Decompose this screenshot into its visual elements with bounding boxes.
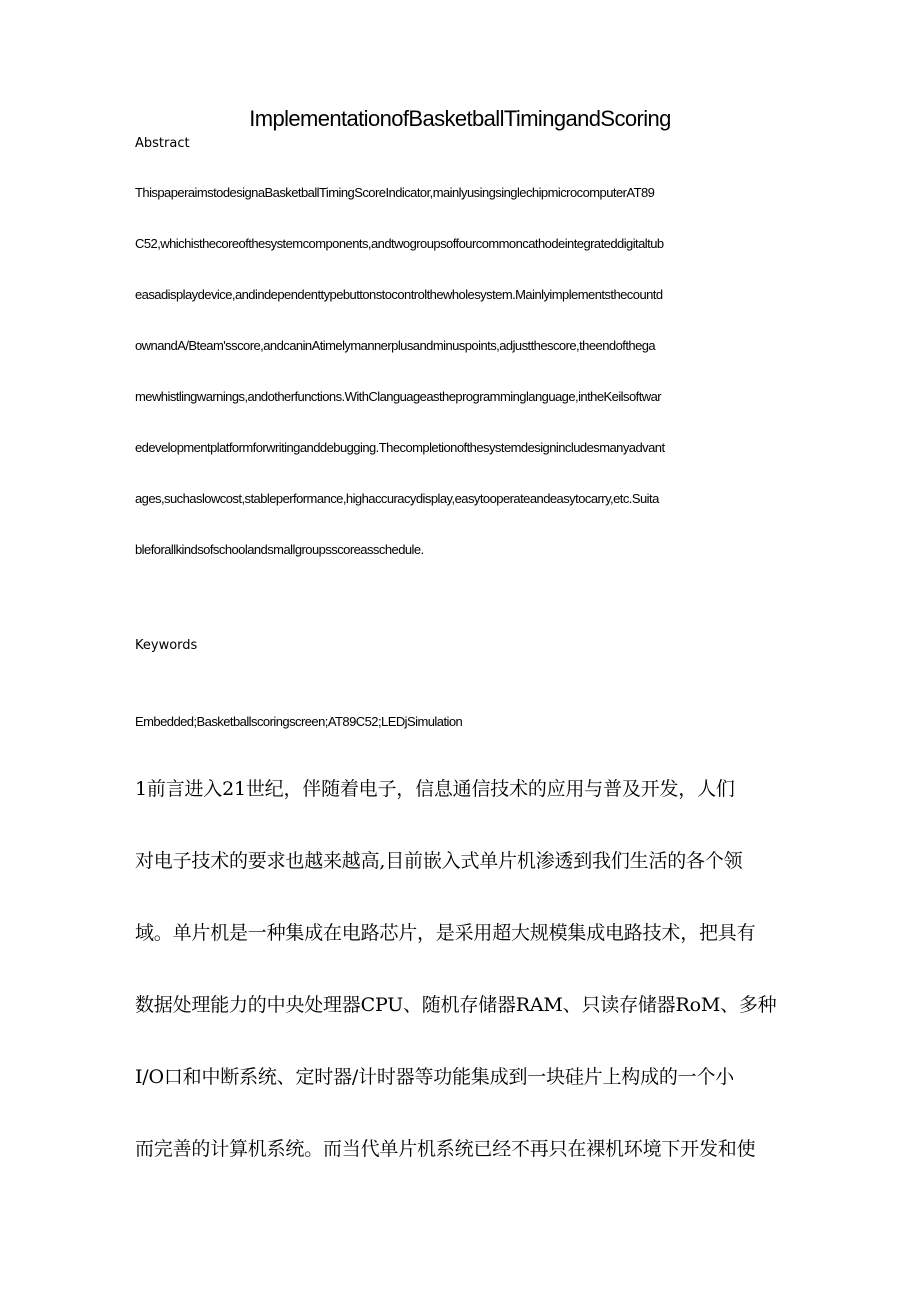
abstract-line: bleforallkindsofschoolandsmallgroupsscoreasschedule. — [135, 542, 424, 557]
body-line: 1前言进入21世纪，伴随着电子，信息通信技术的应用与普及开发，人们 — [135, 778, 735, 800]
abstract-line: ages,suchaslowcost,stableperformance,highaccuracydisplay,easytooperateandeasytocarry,etc.Suita — [135, 491, 659, 506]
body-line: I/O口和中断系统、定时器/计时器等功能集成到一块硅片上构成的一个小 — [135, 1066, 735, 1088]
abstract-heading: Abstract — [135, 136, 190, 151]
abstract-line: mewhistlingwarnings,andotherfunctions.WithClanguageastheprogramminglanguage,intheKeilsoftwar — [135, 389, 662, 404]
body-line: 域。单片机是一种集成在电路芯片，是采用超大规模集成电路技术，把具有 — [135, 922, 756, 944]
keywords-text: Embedded;Basketballscoringscreen;AT89C52;LEDjSimulation — [135, 714, 463, 729]
abstract-line: ownandA/Bteam'sscore,andcaninAtimelymannerplusandminuspoints,adjustthescore,theendofthega — [135, 338, 656, 353]
document-title: ImplementationofBasketballTimingandScoring — [249, 106, 671, 131]
body-line: 数据处理能力的中央处理器CPU、随机存储器RAM、只读存储器RoM、多种 — [135, 994, 777, 1016]
body-line: 对电子技术的要求也越来越高,目前嵌入式单片机渗透到我们生活的各个领 — [135, 850, 743, 872]
abstract-line: edevelopmentplatformforwritinganddebugging.Thecompletionofthesystemdesignincludesmanyadvant — [135, 440, 665, 455]
abstract-line: easadisplaydevice,andindependenttypebuttonstocontrolthewholesystem.Mainlyimplementsthecountd — [135, 287, 663, 302]
abstract-line: ThispaperaimstodesignaBasketballTimingScoreIndicator,mainlyusingsinglechipmicrocomputerAT89 — [135, 185, 655, 200]
abstract-line: C52,whichisthecoreofthesystemcomponents,andtwogroupsoffourcommoncathodeintegrateddigitaltub — [135, 236, 664, 251]
keywords-heading: Keywords — [135, 638, 198, 653]
body-line: 而完善的计算机系统。而当代单片机系统已经不再只在裸机环境下开发和使 — [135, 1138, 756, 1160]
